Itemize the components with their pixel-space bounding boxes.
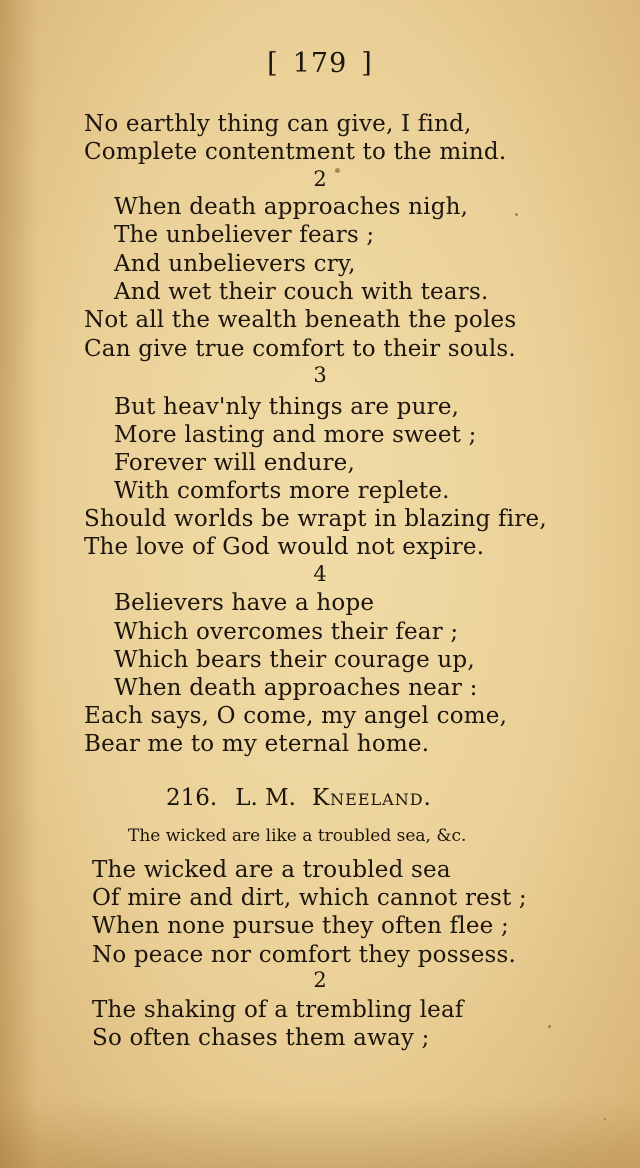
page-bottom-shadow [0,1098,640,1168]
bracket-open: [ [267,48,279,79]
hymn-subtitle: The wicked are like a troubled sea, &c. [128,826,467,846]
verse-line: The shaking of a trembling leaf [92,997,464,1023]
bracket-close: ] [361,48,373,79]
verse-line: Believers have a hope [114,590,375,616]
verse-line: More lasting and more sweet ; [114,422,477,448]
verse-line: Should worlds be wrapt in blazing fire, [84,506,547,532]
verse-number: 3 [313,363,327,387]
verse-line: Bear me to my eternal home. [84,731,430,757]
verse-line: Not all the wealth beneath the poles [84,307,517,333]
hymn-heading [166,784,432,812]
verse-line: With comforts more replete. [114,478,450,504]
verse-line: The love of God would not expire. [84,534,485,560]
verse-number: 2 [313,167,327,191]
verse-line: The unbeliever fears ; [114,222,375,248]
verse-line: Forever will endure, [114,450,356,476]
verse-line: Which overcomes their fear ; [114,619,459,645]
verse-number: 4 [313,562,327,586]
verse-line: Complete contentment to the mind. [84,139,507,165]
page-header [0,48,640,79]
verse-line: And wet their couch with tears. [114,279,489,305]
verse-line: No earthly thing can give, I find, [84,111,472,137]
verse-line: The wicked are a troubled sea [92,857,451,883]
paper-speck [548,1025,551,1028]
verse-line: So often chases them away ; [92,1025,430,1051]
hymn-composer: Kneeland. [311,785,432,811]
verse-line: Each says, O come, my angel come, [84,703,508,729]
verse-line: Of mire and dirt, which cannot rest ; [92,885,527,911]
verse-line: But heav'nly things are pure, [114,394,460,420]
verse-line: When none pursue they often flee ; [92,913,509,939]
page-number: 179 [292,48,348,79]
verse-line: Can give true comfort to their souls. [84,336,516,362]
verse-line: And unbelievers cry, [114,251,356,277]
verse-line: When death approaches near : [114,675,478,701]
paper-speck [515,213,518,216]
hymn-meter: L. M. [235,785,296,811]
verse-line: No peace nor comfort they possess. [92,942,517,968]
hymn-number: 216. [166,785,218,811]
paper-speck [604,1118,606,1120]
verse-line: Which bears their courage up, [114,647,475,673]
verse-number: 2 [313,968,327,992]
verse-line: When death approaches nigh, [114,194,469,220]
